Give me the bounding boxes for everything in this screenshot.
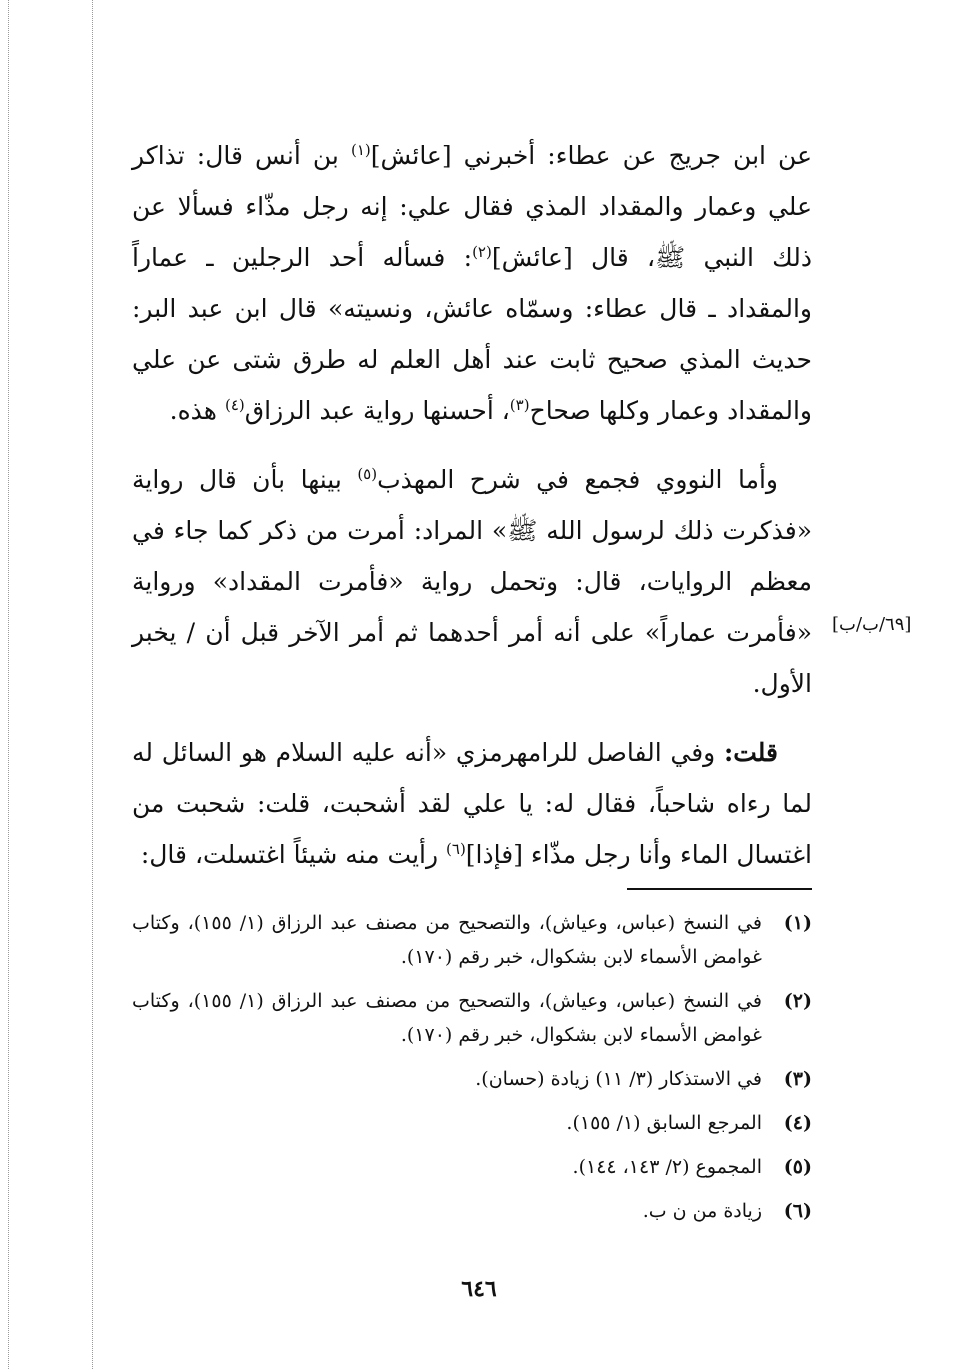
footnote-number: (٥) (783, 1156, 812, 1178)
footnote-text: في الاستذكار (٣/ ١١) زيادة (حسان). (475, 1068, 762, 1090)
footnote-text: المجموع (٢/ ١٤٣، ١٤٤). (572, 1156, 762, 1178)
text-run: بينها بأن قال رواية «فذكرت ذلك لرسول الله ﷺ» المراد: أمرت من ذكر كما جاء في معظم الروايات، قال: وتحمل رواية «فأمرت المقداد» ورواية «فأمرت عماراً» على أنه أمر أحدهما ثم أمر الآخر قبل أن / يخبر الأول. (132, 465, 812, 698)
footnote-item (132, 1194, 812, 1228)
footnote-number: (٣) (783, 1068, 812, 1090)
footnote-number: (١) (783, 912, 812, 934)
footnote-text: في النسخ (عباس، وعياش)، والتصحيح من مصنف عبد الرزاق (١/ ١٥٥)، وكتاب غوامض الأسماء لابن بشكوال، خبر رقم (١٧٠). (132, 912, 762, 968)
footnote-ref: (٣) (509, 396, 530, 414)
footnote-item (132, 1150, 812, 1184)
footnote-item (132, 906, 812, 974)
footnote-number: (٤) (783, 1112, 812, 1134)
footnote-ref: (٤) (224, 396, 245, 414)
footnote-text: زيادة من ن ب. (642, 1200, 762, 1222)
text-run: : فسأله أحد الرجلين ـ عماراً والمقداد ـ قال عطاء: وسمّاه عائش، ونسيته» قال ابن عبد البر: حديث المذي صحيح ثابت عند أهل العلم له طرق شتى عن علي والمقداد وعمار وكلها صحاح (132, 243, 812, 425)
paragraph-2 (132, 454, 812, 709)
footnote-ref: (٥) (357, 465, 378, 483)
footnote-text: في النسخ (عباس، وعياش)، والتصحيح من مصنف عبد الرزاق (١/ ١٥٥)، وكتاب غوامض الأسماء لابن بشكوال، خبر رقم (١٧٠). (132, 990, 762, 1046)
text-run: هذه. (169, 396, 225, 425)
qultu-label: قلت: (723, 738, 778, 767)
footnote-number: (٦) (783, 1200, 812, 1222)
text-run: وفي الفاصل للرامهرمزي «أنه عليه السلام هو السائل له لما رءاه شاحباً، فقال له: يا علي لقد أشحبت، قلت: شحبت من اغتسال الماء وأنا رجل مذّاء [فإذا] (132, 738, 812, 869)
text-run: وأما النووي فجمع في شرح المهذب (377, 465, 778, 494)
footnotes (132, 906, 812, 1238)
main-text (132, 130, 812, 880)
text-run: رأيت منه شيئاً اغتسلت، قال: (140, 840, 447, 869)
footnote-ref: (٢) (472, 243, 492, 261)
footnote-text: المرجع السابق (١/ ١٥٥). (566, 1112, 762, 1134)
page-number: ٦٤٦ (461, 1276, 497, 1302)
footnote-ref: (٦) (446, 840, 466, 858)
footnote-item (132, 1106, 812, 1140)
manuscript-folio-marker: [٦٩/ب/ب] (832, 614, 912, 635)
footnote-item (132, 1062, 812, 1096)
footnote-separator (627, 888, 812, 890)
paragraph-1 (132, 130, 812, 436)
scan-edge-line (8, 0, 9, 1369)
text-run: ، أحسنها رواية عبد الرزاق (244, 396, 510, 425)
paragraph-3 (132, 727, 812, 880)
scan-edge-line (92, 0, 93, 1369)
footnote-ref: (١) (350, 141, 371, 159)
footnote-item (132, 984, 812, 1052)
footnote-number: (٢) (783, 990, 812, 1012)
text-run: عن ابن جريج عن عطاء: أخبرني [عائش] (370, 141, 812, 170)
text-run: بن أنس قال: تذاكر علي وعمار والمقداد المذي فقال علي: إنه رجل مذّاء فسألا عن ذلك النبي ﷺ، قال [عائش] (132, 141, 813, 272)
